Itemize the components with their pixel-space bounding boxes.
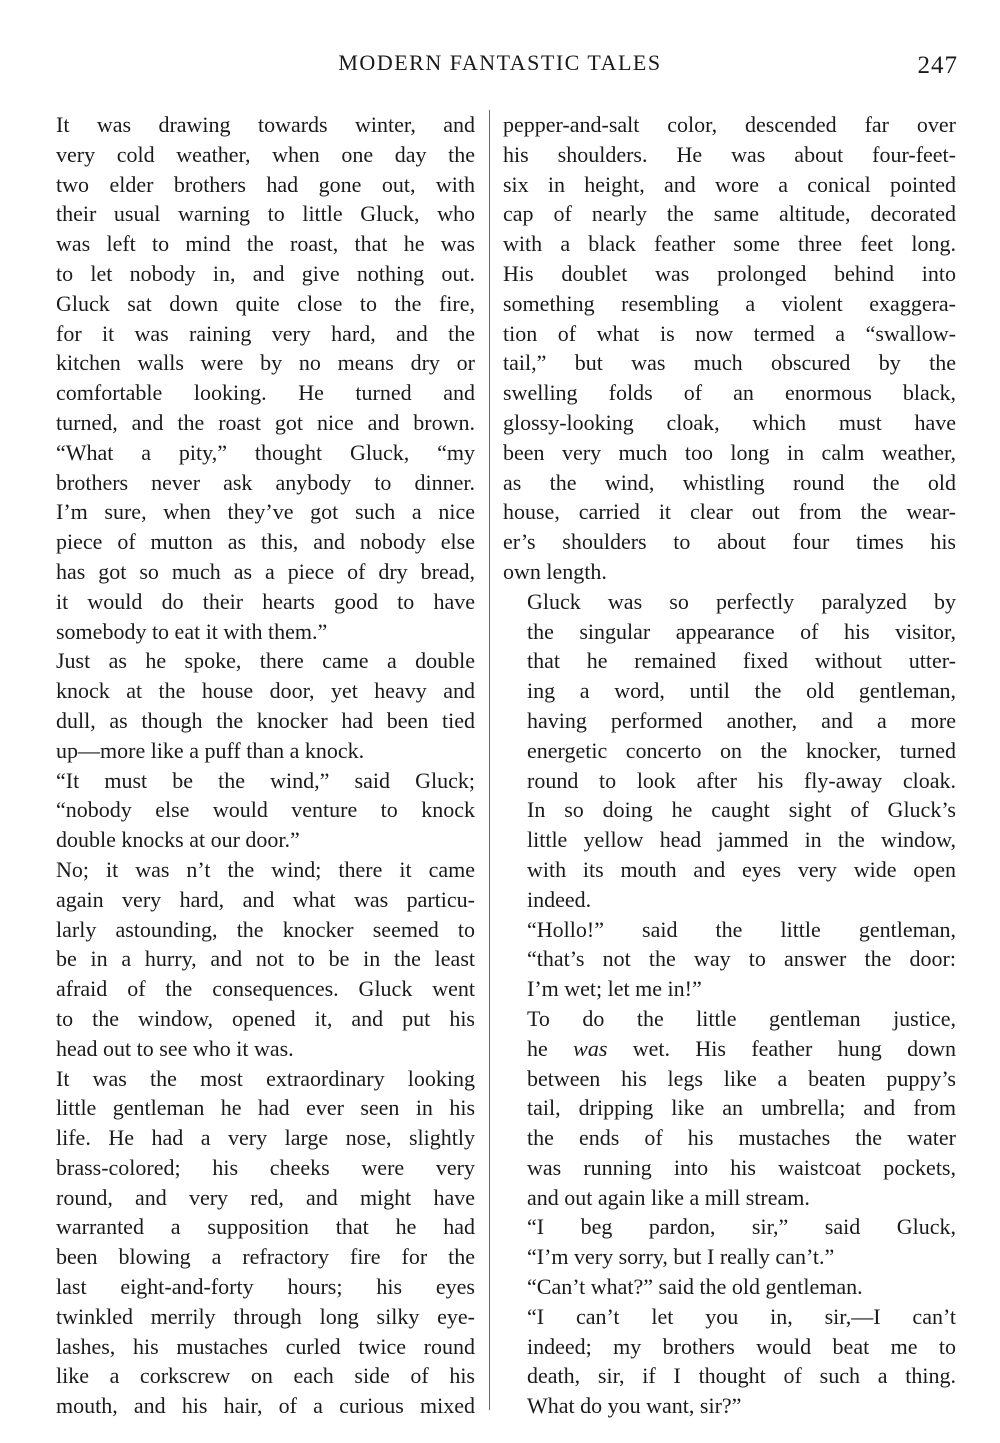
column-divider (489, 110, 490, 1410)
text-line: comfortable looking. He turned and (56, 380, 475, 406)
paragraph (503, 587, 956, 915)
page-header (34, 50, 966, 86)
text-line: between his legs like a beaten puppy’s (527, 1065, 956, 1091)
text-line: It was drawing towards winter, and (56, 112, 475, 137)
text-line: house, carried it clear out from the wear- (503, 499, 956, 525)
paragraph (503, 1302, 956, 1421)
text-line: to the window, opened it, and put his (56, 1005, 475, 1031)
paragraph (503, 915, 956, 1004)
paragraph (503, 1212, 956, 1272)
text-line: was left to mind the roast, that he was (56, 231, 475, 257)
text-line: his shoulders. He was about four-feet- (503, 141, 956, 167)
text-line: that he remained fixed without utter- (527, 648, 956, 674)
text-line: indeed. (527, 886, 592, 912)
text-line: “I can’t let you in, sir,—I can’t (527, 1303, 956, 1329)
page-number: 247 (917, 52, 958, 79)
paragraph (503, 1004, 956, 1213)
text-line: round, and very red, and might have (56, 1184, 475, 1210)
paragraph (503, 1272, 956, 1302)
text-fragment: wet. His feather hung down (607, 1035, 956, 1061)
text-line: brothers never ask anybody to dinner. (56, 469, 475, 495)
text-line: somebody to eat it with them.” (56, 618, 328, 644)
text-line: up—more like a puff than a knock. (56, 737, 365, 763)
text-line: Gluck sat down quite close to the fire, (56, 290, 475, 316)
text-line: No; it was n’t the wind; there it came (56, 856, 475, 882)
text-line: life. He had a very large nose, slightly (56, 1125, 475, 1151)
text-line: the ends of his mustaches the water (527, 1125, 956, 1151)
text-line: er’s shoulders to about four times his (503, 529, 956, 555)
running-head: MODERN FANTASTIC TALES (338, 50, 662, 75)
text-line: turned, and the roast got nice and brown. (56, 409, 475, 435)
text-line: afraid of the consequences. Gluck went (56, 976, 475, 1002)
text-line: with a black feather some three feet long. (503, 231, 956, 257)
text-line: their usual warning to little Gluck, who (56, 201, 475, 227)
text-line: To do the little gentleman justice, (527, 1005, 956, 1031)
text-line: mouth, and his hair, of a curious mixed (56, 1393, 475, 1419)
text-line: “Can’t what?” said the old gentleman. (527, 1274, 863, 1300)
paragraph (32, 110, 475, 646)
text-line: “nobody else would venture to knock (56, 797, 475, 823)
text-line: the singular appearance of his visitor, (527, 618, 956, 644)
text-line: larly astounding, the knocker seemed to (56, 916, 475, 942)
text-line: brass-colored; his cheeks were very (56, 1154, 475, 1180)
text-line: little yellow head jammed in the window, (527, 827, 956, 853)
text-line: as the wind, whistling round the old (503, 469, 956, 495)
left-column (32, 110, 475, 1421)
text-line: “that’s not the way to answer the door: (527, 946, 956, 972)
text-line: swelling folds of an enormous black, (503, 380, 956, 406)
paragraph (32, 766, 475, 855)
text-line: “What a pity,” thought Gluck, “my (56, 439, 475, 465)
text-line: it would do their hearts good to have (56, 588, 475, 614)
text-line: for it was raining very hard, and the (56, 320, 475, 346)
text-line: has got so much as a piece of dry bread, (56, 558, 475, 584)
text-line: been very much too long in calm weather, (503, 439, 956, 465)
text-line: cap of nearly the same altitude, decorated (503, 201, 956, 227)
text-line: In so doing he caught sight of Gluck’s (527, 797, 956, 823)
text-line: to let nobody in, and give nothing out. (56, 260, 475, 286)
emphasis-text: was (573, 1035, 608, 1061)
text-line: “I’m very sorry, but I really can’t.” (527, 1244, 835, 1270)
text-line: six in height, and wore a conical pointed (503, 171, 956, 197)
text-line: double knocks at our door.” (56, 827, 300, 853)
text-line: Just as he spoke, there came a double (56, 648, 475, 674)
text-line: It was the most extraordinary looking (56, 1065, 475, 1091)
text-line: Gluck was so perfectly paralyzed by (527, 588, 956, 614)
text-line: piece of mutton as this, and nobody else (56, 529, 475, 555)
text-line: round to look after his fly-away cloak. (527, 767, 956, 793)
text-line: warranted a supposition that he had (56, 1214, 475, 1240)
text-line: little gentleman he had ever seen in his (56, 1095, 475, 1121)
text-line: twinkled merrily through long silky eye- (56, 1303, 475, 1329)
text-line: having performed another, and a more (527, 707, 956, 733)
text-line: tail, dripping like an umbrella; and from (527, 1095, 956, 1121)
text-line: tion of what is now termed a “swallow- (503, 320, 956, 346)
text-line: head out to see who it was. (56, 1035, 294, 1061)
text-line: “Hollo!” said the little gentleman, (527, 916, 956, 942)
text-line: I’m wet; let me in!” (527, 976, 702, 1002)
text-line: with its mouth and eyes very wide open (527, 856, 956, 882)
text-line: ing a word, until the old gentleman, (527, 678, 956, 704)
text-line: and out again like a mill stream. (527, 1184, 810, 1210)
text-line: His doublet was prolonged behind into (503, 260, 956, 286)
text-line: again very hard, and what was particu- (56, 886, 475, 912)
text-line: pepper-and-salt color, descended far over (503, 112, 956, 137)
text-fragment: he (527, 1035, 574, 1061)
text-line: was running into his waistcoat pockets, (527, 1154, 956, 1180)
text-line: “It must be the wind,” said Gluck; (56, 767, 475, 793)
paragraph (32, 855, 475, 1064)
text-line: energetic concerto on the knocker, turned (527, 737, 956, 763)
text-line: been blowing a refractory fire for the (56, 1244, 475, 1270)
text-line: be in a hurry, and not to be in the least (56, 946, 475, 972)
text-line: lashes, his mustaches curled twice round (56, 1333, 475, 1359)
text-line: something resembling a violent exaggera- (503, 290, 956, 316)
text-line: two elder brothers had gone out, with (56, 171, 475, 197)
text-line: dull, as though the knocker had been tied (56, 707, 475, 733)
text-line: death, sir, if I thought of such a thing. (527, 1363, 956, 1389)
text-line: indeed; my brothers would beat me to (527, 1333, 956, 1359)
paragraph-continued (503, 110, 956, 587)
text-line: glossy-looking cloak, which must have (503, 409, 956, 435)
right-column (503, 110, 956, 1421)
text-line: kitchen walls were by no means dry or (56, 350, 475, 376)
text-line (503, 1034, 956, 1064)
text-line: What do you want, sir?” (527, 1393, 742, 1419)
text-line: very cold weather, when one day the (56, 141, 475, 167)
text-line: own length. (503, 558, 607, 584)
paragraph (32, 1064, 475, 1422)
paragraph (32, 646, 475, 765)
text-line: like a corkscrew on each side of his (56, 1363, 475, 1389)
text-line: I’m sure, when they’ve got such a nice (56, 499, 475, 525)
text-line: “I beg pardon, sir,” said Gluck, (527, 1214, 956, 1240)
text-line: tail,” but was much obscured by the (503, 350, 956, 376)
text-line: knock at the house door, yet heavy and (56, 678, 475, 704)
text-line: last eight-and-forty hours; his eyes (56, 1274, 475, 1300)
